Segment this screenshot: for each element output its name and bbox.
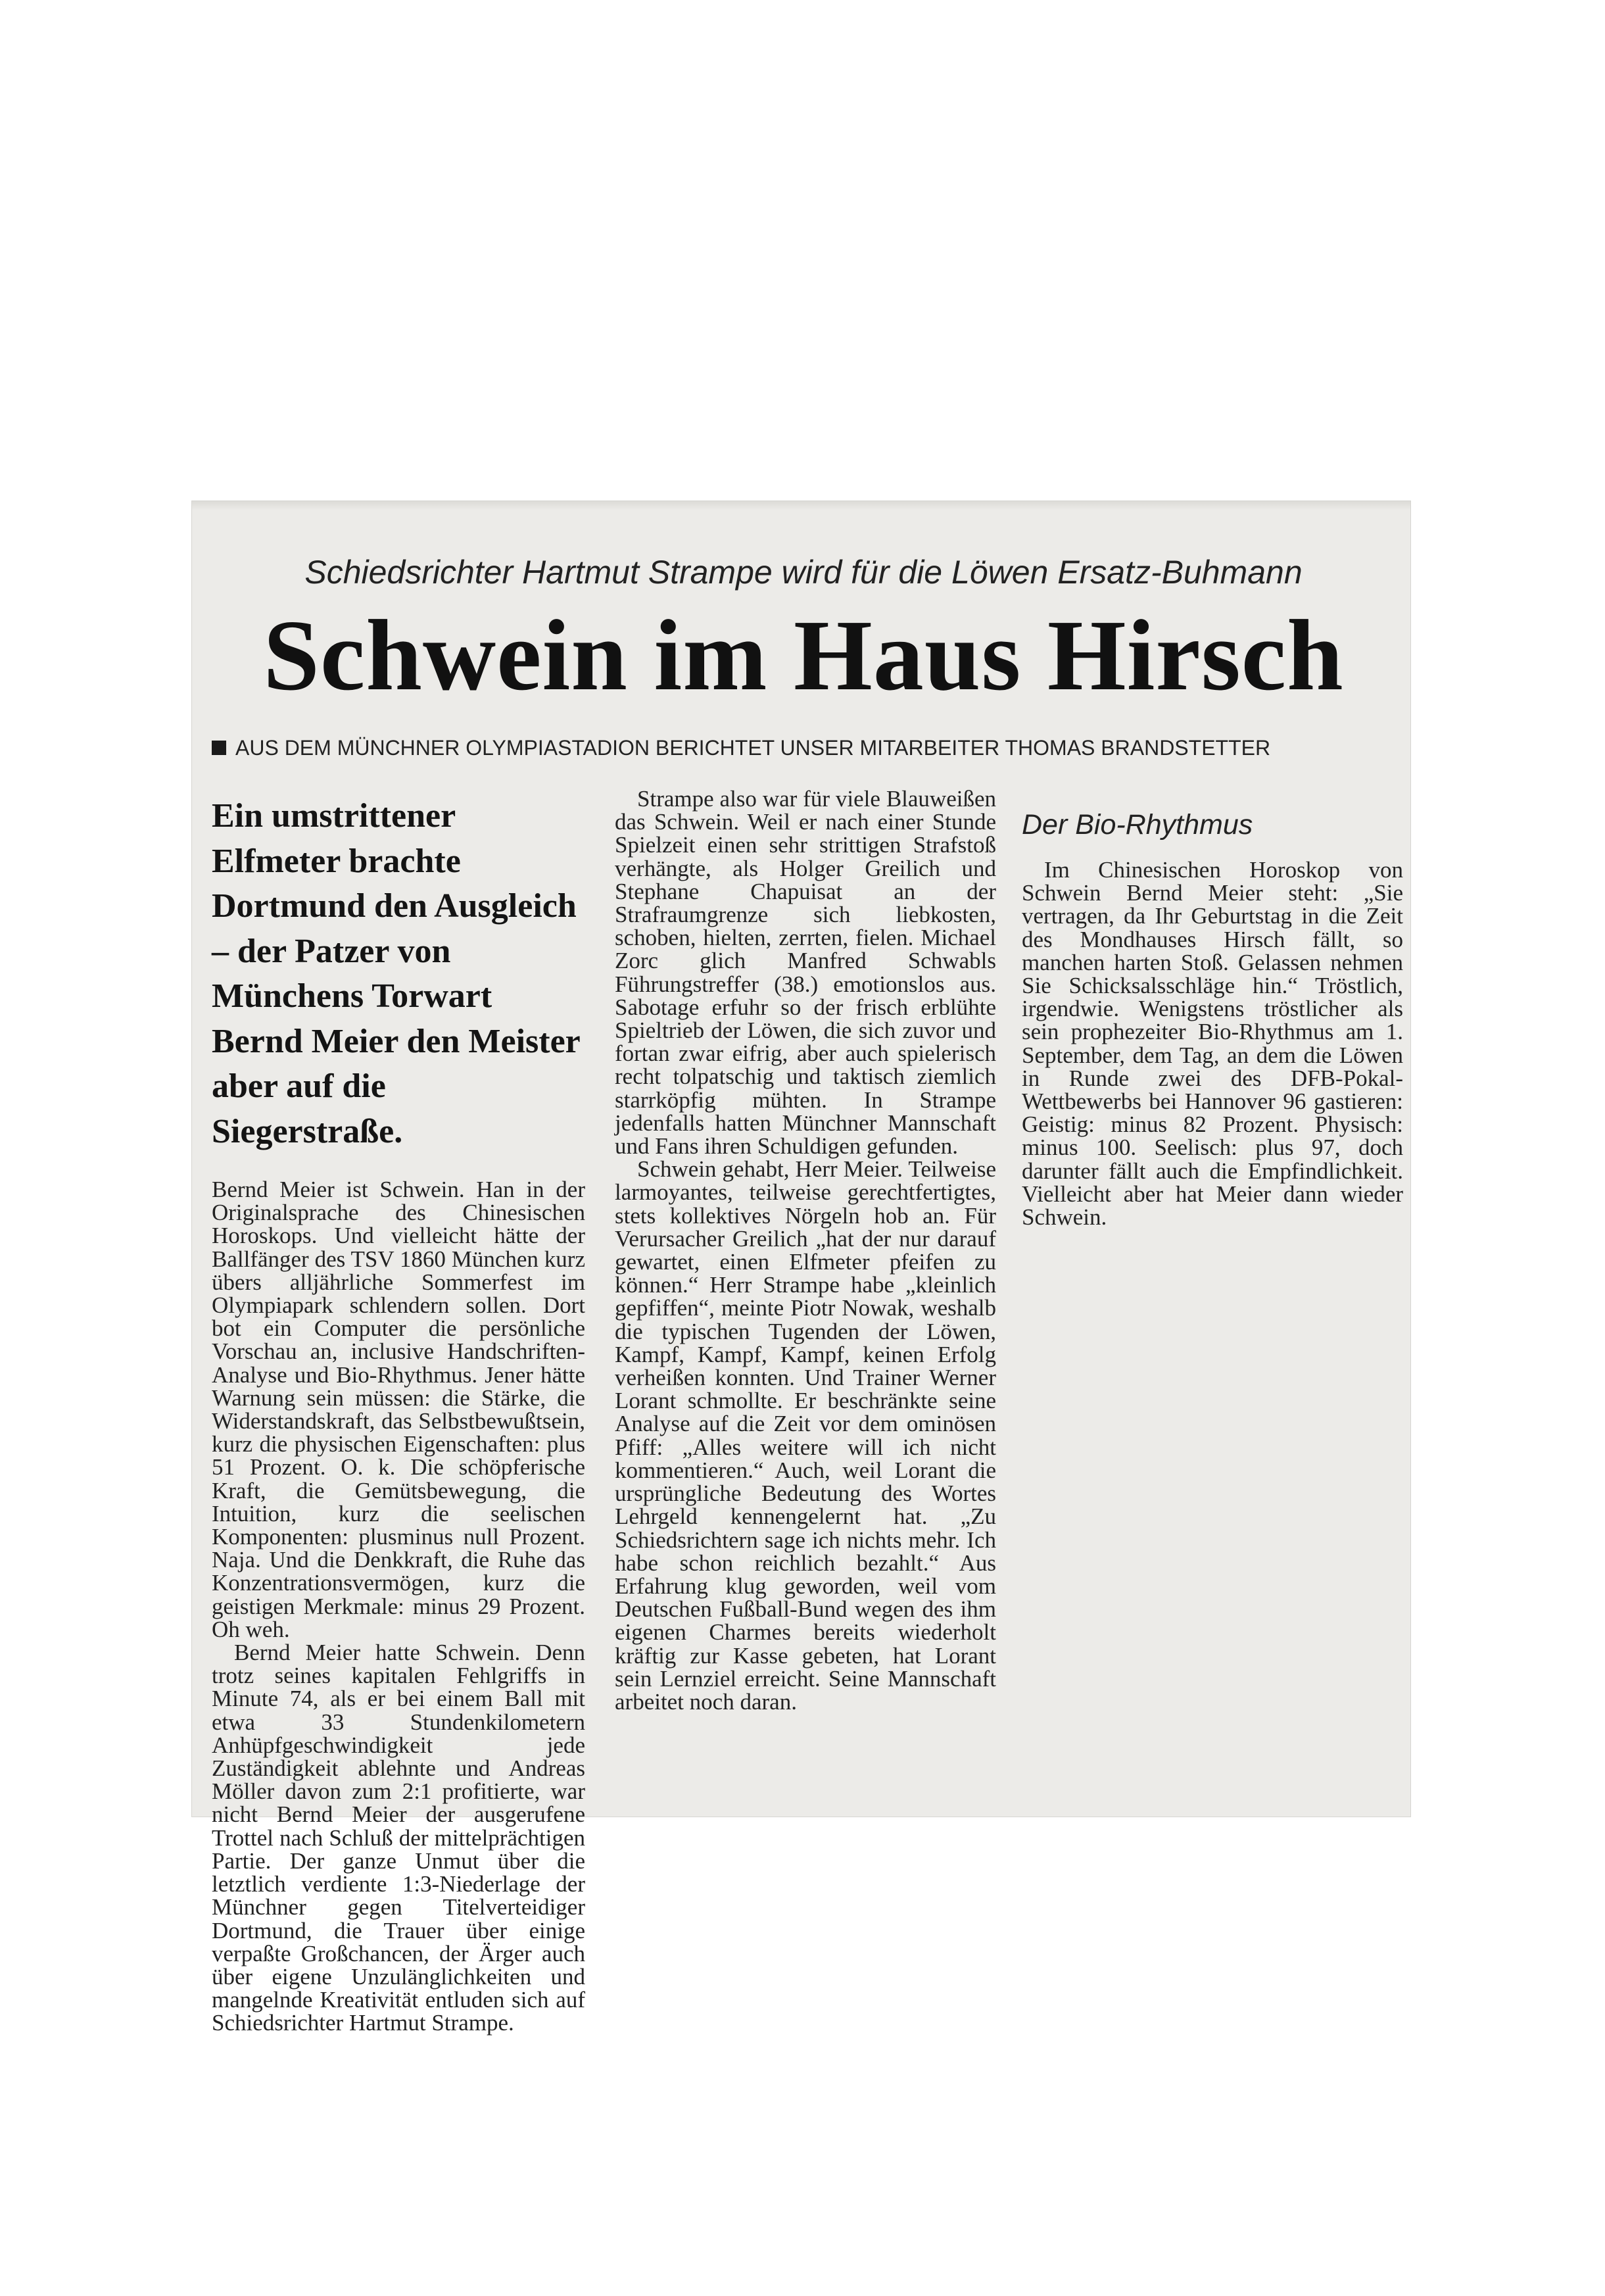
- column-3: [1022, 787, 1403, 1229]
- paragraph: Strampe also war für viele Blauweißen das Schwein. Weil er nach einer Stunde Spielzeit einen sehr strittigen Strafstoß verhängte, als Holger Greilich und Stephane Chapuisat an der Strafraumgrenze sich liebkosten, schoben, hielten, zerrten, fielen. Michael Zorc glich Manfred Schwabls Führungstreffer (38.) emotionslos aus. Sabotage erfuhr so der frisch erblühte Spieltrieb der Löwen, die sich zuvor und fortan zwar eifrig, aber auch spielerisch recht tolpatschig und taktisch ziemlich starrköpfig mühten. In Strampe jedenfalls hatten Münchner Mannschaft und Fans ihren Schuldigen gefunden.: [615, 786, 996, 1160]
- newspaper-clipping: [192, 501, 1410, 2036]
- article-subhead: Der Bio-Rhythmus: [1022, 809, 1253, 841]
- byline-text: AUS DEM MÜNCHNER OLYMPIASTADION BERICHTET UNSER MITARBEITER THOMAS BRANDSTETTER: [235, 736, 1271, 760]
- article-kicker: Schiedsrichter Hartmut Strampe wird für die Löwen Ersatz-Buhmann: [304, 554, 1303, 591]
- paragraph: Bernd Meier ist Schwein. Han in der Originalsprache des Chinesischen Horoskops. Und vielleicht hätte der Ballfänger des TSV 1860 München kurz übers alljährliche Sommerfest im Olympiapark schlendern sollen. Dort bot ein Computer die persönliche Vorschau an, inclusive Handschriften-Analyse und Bio-Rhythmus. Jener hätte Warnung sein müssen: die Stärke, die Widerstandskraft, das Selbstbewußtsein, kurz die physischen Eigenschaften: plus 51 Prozent. O. k. Die schöpferische Kraft, die Gemütsbewegung, die Intuition, kurz die seelischen Komponenten: plusminus null Prozent. Naja. Und die Denkkraft, die Ruhe das Konzentrationsvermögen, kurz die geistigen Merkmale: minus 29 Prozent. Oh weh.: [212, 1177, 585, 1642]
- torn-edge: [192, 501, 1410, 510]
- paragraph: Schwein gehabt, Herr Meier. Teilweise larmoyantes, teilweise gerechtfertigtes, stets kollektives Nörgeln hob an. Für Verursacher Greilich „hat der nur darauf gewartet, einen Elfmeter pfeifen zu können.“ Herr Strampe habe „kleinlich gepfiffen“, meinte Piotr Nowak, weshalb die typischen Tugenden der Löwen, Kampf, Kampf, Kampf, keinen Erfolg verheißen konnten. Und Trainer Werner Lorant schmollte. Er beschränkte seine Analyse auf die Zeit vor dem ominösen Pfiff: „Alles weitere will ich nicht kommentieren.“ Auch, weil Lorant die ursprüngliche Bedeutung des Wortes Lehrgeld kennengelernt hat. „Zu Schiedsrichtern sage ich nichts mehr. Ich habe schon reichlich bezahlt.“ Aus Erfahrung klug geworden, weil vom Deutschen Fußball-Bund wegen des ihm eigenen Charmes bereits wiederholt kräftig zur Kasse gebeten, hat Lorant sein Lernziel erreicht. Seine Mannschaft arbeitet noch daran.: [615, 1156, 996, 1715]
- paragraph: Im Chinesischen Horoskop von Schwein Bernd Meier steht: „Sie vertragen, da Ihr Geburtstag in die Zeit des Mondhauses Hirsch fällt, so manchen harten Stoß. Gelassen nehmen Sie Schicksalsschläge hin.“ Tröstlich, irgendwie. Wenigstens tröstlicher als sein prophezeiter Bio-Rhythmus am 1. September, dem Tag, an dem die Löwen in Runde zwei des DFB-Pokal-Wettbewerbs bei Hannover 96 gastieren: Geistig: minus 82 Prozent. Physisch: minus 100. Seelisch: plus 97, doch darunter fällt auch die Empfindlichkeit. Vielleicht aber hat Meier dann wieder Schwein.: [1022, 857, 1403, 1231]
- bullet-square-icon: [212, 741, 226, 755]
- article-headline: Schwein im Haus Hirsch: [263, 600, 1344, 712]
- article-lead: Ein umstrittener Elfmeter brachte Dortmund den Ausgleich – der Patzer von Münchens Torwart Bernd Meier den Meister aber auf die Siegerstraße.: [212, 797, 580, 1150]
- article-byline: [212, 735, 1395, 761]
- column-1: [212, 794, 585, 2035]
- paragraph: Bernd Meier hatte Schwein. Denn trotz seines kapitalen Fehlgriffs in Minute 74, als er bei einem Ball mit etwa 33 Stundenkilometern Anhüpfgeschwindigkeit jede Zuständigkeit ablehnte und Andreas Möller davon zum 2:1 profitierte, war nicht Bernd Meier der ausgerufene Trottel nach Schluß der mittelprächtigen Partie. Der ganze Unmut über die letztlich verdiente 1:3-Niederlage der Münchner gegen Titelverteidiger Dortmund, die Trauer über einige verpaßte Großchancen, der Ärger auch über eigene Unzulänglichkeiten und mangelnde Kreativität entluden sich auf Schiedsrichter Hartmut Strampe.: [212, 1640, 585, 2036]
- column-2: [615, 787, 996, 1713]
